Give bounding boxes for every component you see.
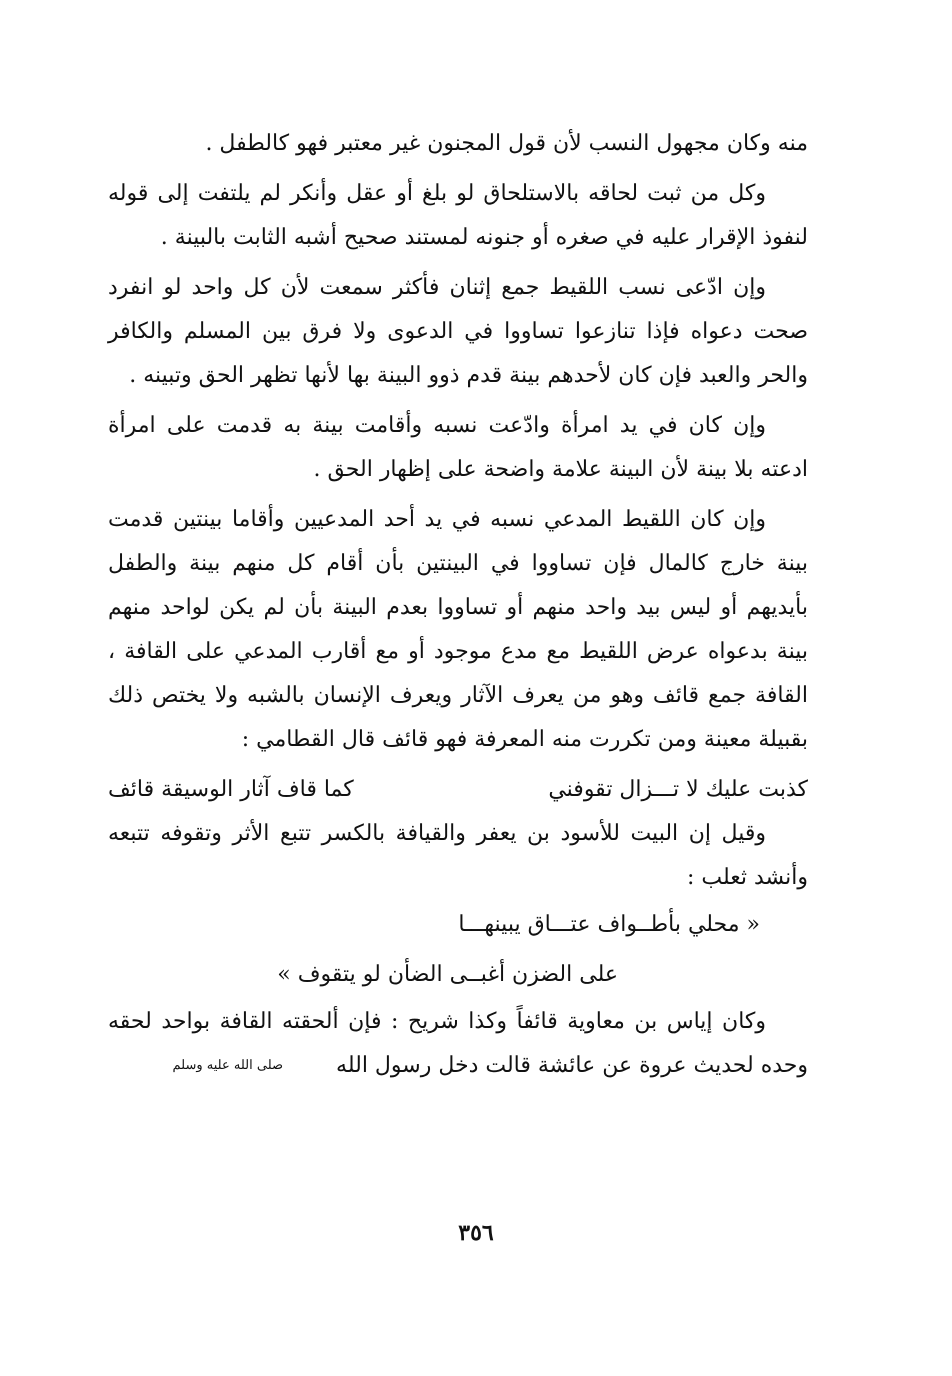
verse-line-1: « محلي بأطــواف عتـــاق يبينهـــا <box>458 912 760 937</box>
paragraph-7-text: وكان إياس بن معاوية قائفاً وكذا شريح : فإن ألحقته القافة بواحد لحقه وحده لحديث عروة عن عائشة قالت دخل رسول الله <box>108 1009 808 1078</box>
paragraph-6: وقيل إن البيت للأسود بن يعفر والقيافة بالكسر تتبع الأثر وتقوفه تتبعه وأنشد ثعلب : <box>108 821 808 890</box>
paragraph-7 <box>108 1000 808 1088</box>
verse-second-half: كما قاف آثار الوسيقة قائف <box>108 777 354 802</box>
paragraph-1: منه وكان مجهول النسب لأن قول المجنون غير معتبر فهو كالطفل . <box>205 131 808 156</box>
paragraph-5: وإن كان اللقيط المدعي نسبه في يد أحد المدعيين وأقاما بينتين قدمت بينة خارج كالمال فإن تساووا في البينتين بأن أقام كل منهم بينة والطفل بأيديهم أو ليس بيد واحد منهم أو تساووا بعدم البينة بأن لم يكن لواحد منهم بينة بدعواه عرض اللقيط مع مدع موجود أو مع أقارب المدعي على القافة ، القافة جمع قائف وهو من يعرف الآثار ويعرف الإنسان بالشبه ولا يختص ذلك بقبيلة معينة ومن تكررت منه المعرفة فهو قائف قال القطامي : <box>108 507 808 752</box>
verse-qutami <box>108 768 808 812</box>
paragraph-2: وكل من ثبت لحاقه بالاستلحاق لو بلغ أو عقل وأنكر لم يلتفت إلى قوله لنفوذ الإقرار عليه في صغره أو جنونه لمستند صحيح أشبه الثابت بالبينة . <box>108 181 808 250</box>
page-body <box>108 122 808 1088</box>
page-number: ٣٥٦ <box>458 1220 494 1246</box>
salutation-glyph: صلى الله عليه وسلم <box>172 1058 284 1073</box>
verse-first-half: كذبت عليك لا تـــزال تقوفني <box>548 777 808 802</box>
paragraph-3: وإن ادّعى نسب اللقيط جمع إثنان فأكثر سمعت لأن كل واحد لو انفرد صحت دعواه فإذا تنازعوا تساووا في الدعوى ولا فرق بين المسلم والكافر والحر والعبد فإن كان لأحدهم بينة قدم ذوو البينة بها لأنها تظهر الحق وتبينه . <box>108 275 808 388</box>
paragraph-4: وإن كان في يد امرأة وادّعت نسبه وأقامت بينة به قدمت على امرأة ادعته بلا بينة لأن البينة علامة واضحة على إظهار الحق . <box>108 413 808 482</box>
verse-line-2: على الضزن أغبــى الضأن لو يتقوف » <box>277 962 618 987</box>
verse-thalab <box>108 900 808 1000</box>
